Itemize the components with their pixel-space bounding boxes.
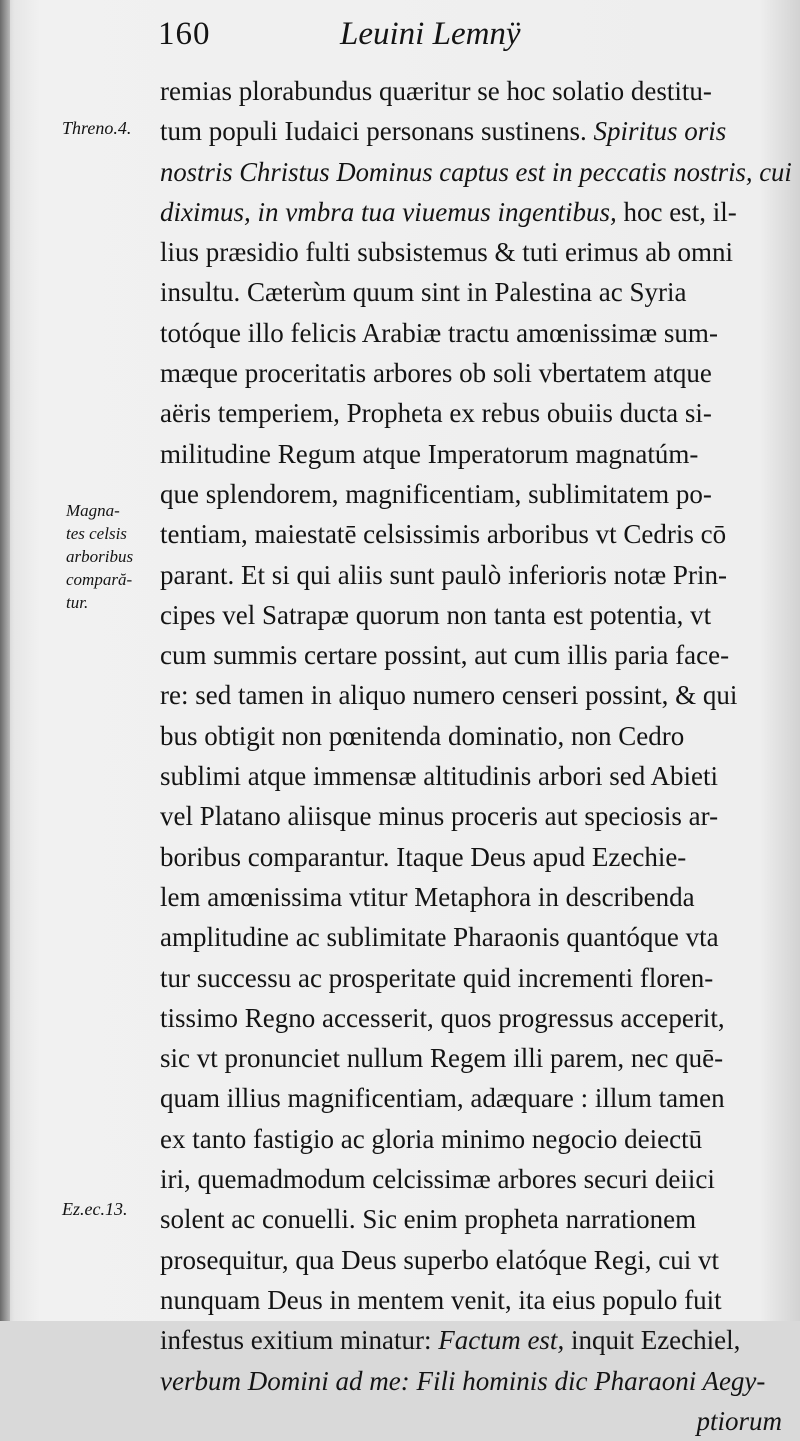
- text-segment: insultu. Cæterùm quum sint in Palestina ac Syria: [160, 277, 687, 308]
- text-segment: infestus exitium minatur:: [160, 1325, 439, 1356]
- italic-text-segment: nostris Christus Dominus captus est in peccatis nostris, cui: [160, 156, 792, 187]
- text-line: [160, 1320, 792, 1360]
- text-line: [160, 434, 792, 474]
- page-header: [0, 14, 800, 58]
- text-line: [160, 716, 792, 756]
- text-line: [160, 514, 792, 554]
- text-segment: tissimo Regno accesserit, quos progressus acceperit,: [160, 1002, 725, 1033]
- italic-text-segment: Factum est,: [438, 1325, 565, 1356]
- margin-note-line: tes celsis: [66, 524, 127, 543]
- text-line: [160, 555, 792, 595]
- text-line: [160, 1280, 792, 1320]
- text-line: [160, 998, 792, 1038]
- margin-note-line: Magna-: [66, 501, 120, 520]
- text-segment: tur successu ac prosperitate quid incrementi floren-: [160, 962, 714, 993]
- text-line: [160, 958, 792, 998]
- text-segment: sic vt pronunciet nullum Regem illi parem, nec quē-: [160, 1043, 724, 1074]
- running-title: Leuini Lemnÿ: [340, 16, 521, 52]
- text-line: [160, 1038, 792, 1078]
- text-segment: mæque proceritatis arbores ob soli vbertatem atque: [160, 358, 712, 389]
- text-line: [160, 1119, 792, 1159]
- text-line: [160, 756, 792, 796]
- italic-text-segment: Spiritus oris: [593, 116, 727, 147]
- text-segment: inquit Ezechiel,: [564, 1325, 741, 1356]
- page-spine-shadow: [0, 0, 10, 1321]
- text-segment: cum summis certare possint, aut cum illis paria face-: [160, 640, 730, 671]
- text-segment: lius præsidio fulti subsistemus & tuti erimus ab omni: [160, 237, 734, 268]
- text-segment: parant. Et si qui aliis sunt paulò inferioris notæ Prin-: [160, 559, 727, 590]
- text-segment: ex tanto fastigio ac gloria minimo negocio deiectū: [160, 1123, 703, 1154]
- text-line: [160, 474, 792, 514]
- text-line: [160, 1159, 792, 1199]
- text-segment: militudine Regum atque Imperatorum magnatúm-: [160, 438, 699, 469]
- text-line: [160, 152, 792, 192]
- text-line: [160, 635, 792, 675]
- italic-text-segment: diximus, in vmbra tua viuemus ingentibus,: [160, 196, 617, 227]
- text-segment: tentiam, maiestatē celsissimis arboribus vt Cedris cō: [160, 519, 727, 550]
- text-line: [160, 1401, 792, 1441]
- margin-note-threno: Threno.4.: [62, 118, 132, 138]
- text-line: [160, 313, 792, 353]
- page-number: 160: [158, 16, 211, 52]
- text-line: [160, 675, 792, 715]
- text-segment: solent ac conuelli. Sic enim propheta narrationem: [160, 1204, 697, 1235]
- text-segment: tum populi Iudaici personans sustinens.: [160, 116, 594, 147]
- text-segment: aëris temperiem, Propheta ex rebus obuiis ducta si-: [160, 398, 712, 429]
- text-segment: que splendorem, magnificentiam, sublimitatem po-: [160, 478, 712, 509]
- text-segment: re: sed tamen in aliquo numero censeri possint, & qui: [160, 680, 738, 711]
- text-segment: hoc est, il-: [616, 196, 737, 227]
- text-line: [160, 71, 792, 111]
- text-segment: remias plorabundus quæritur se hoc solatio destitu-: [160, 76, 712, 106]
- text-line: [160, 917, 792, 957]
- text-segment: nunquam Deus in mentem venit, ita eius populo fuit: [160, 1284, 722, 1315]
- text-line: [160, 272, 792, 312]
- text-segment: amplitudine ac sublimitate Pharaonis quantóque vta: [160, 922, 719, 953]
- text-segment: lem amœnissima vtitur Metaphora in describenda: [160, 881, 695, 912]
- text-line: [160, 232, 792, 272]
- text-segment: iri, quemadmodum celcissimæ arbores securi deiici: [160, 1164, 715, 1195]
- margin-note-line: compară-: [66, 570, 133, 589]
- text-line: [160, 1199, 792, 1239]
- text-line: [160, 1078, 792, 1118]
- text-line: [160, 393, 792, 433]
- text-line: [160, 877, 792, 917]
- text-segment: cipes vel Satrapæ quorum non tanta est potentia, vt: [160, 599, 712, 630]
- text-segment: prosequitur, qua Deus superbo elatóque Regi, cui vt: [160, 1244, 720, 1275]
- text-line: [160, 837, 792, 877]
- margin-note-magnates: [66, 500, 133, 615]
- text-line: [160, 111, 792, 151]
- text-line: [160, 796, 792, 836]
- text-line: [160, 353, 792, 393]
- italic-text-segment: ptiorum: [696, 1405, 782, 1436]
- text-line: [160, 1361, 792, 1401]
- text-segment: totóque illo felicis Arabiæ tractu amœnissimæ sum-: [160, 317, 718, 348]
- body-text: [160, 71, 792, 1441]
- text-segment: vel Platano aliisque minus proceris aut speciosis ar-: [160, 801, 719, 832]
- text-line: [160, 595, 792, 635]
- text-segment: quam illius magnificentiam, adæquare : illum tamen: [160, 1083, 725, 1114]
- italic-text-segment: verbum Domini ad me: Fili hominis dic Pharaoni Aegy-: [160, 1365, 766, 1396]
- margin-note-line: arboribus: [66, 547, 134, 566]
- margin-note-ezec: Ez.ec.13.: [62, 1199, 128, 1219]
- text-segment: sublimi atque immensæ altitudinis arbori sed Abieti: [160, 761, 718, 792]
- margin-note-line: tur.: [66, 593, 89, 612]
- text-line: [160, 192, 792, 232]
- text-line: [160, 1240, 792, 1280]
- text-segment: bus obtigit non pœnitenda dominatio, non Cedro: [160, 720, 685, 751]
- text-segment: boribus comparantur. Itaque Deus apud Ezechie-: [160, 841, 687, 872]
